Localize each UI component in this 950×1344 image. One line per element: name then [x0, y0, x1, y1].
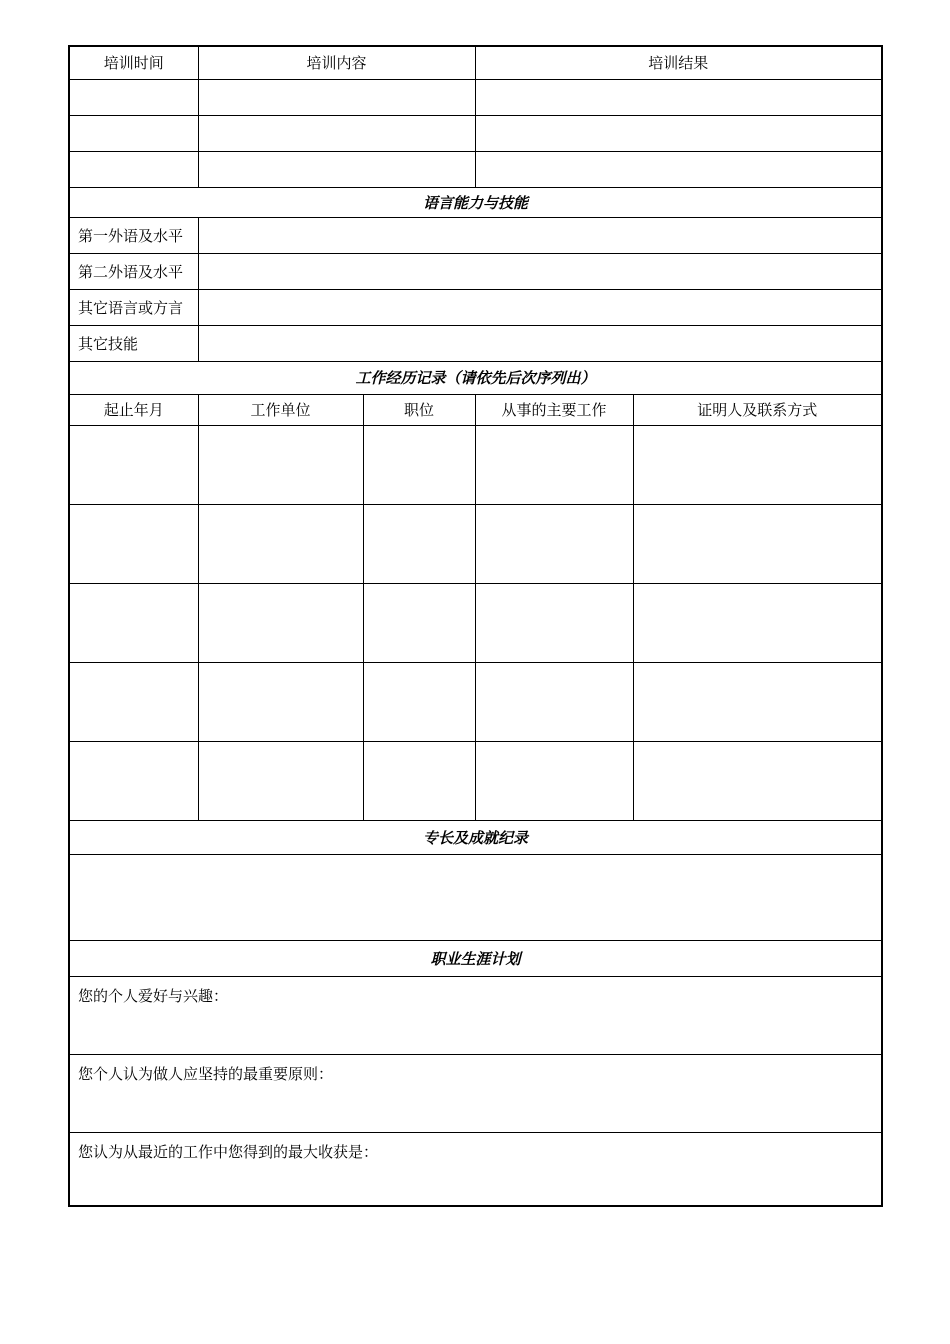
other-skills-field[interactable] — [198, 325, 882, 361]
work-duties-cell[interactable] — [475, 662, 633, 741]
work-period-header: 起止年月 — [69, 394, 198, 425]
work-period-cell[interactable] — [69, 741, 198, 820]
language-row — [69, 217, 882, 253]
training-content-header: 培训内容 — [198, 46, 475, 79]
work-period-cell[interactable] — [69, 425, 198, 504]
gains-question-label: 您认为从最近的工作中您得到的最大收获是： — [78, 1142, 379, 1161]
other-language-label: 其它语言或方言 — [69, 289, 198, 325]
work-employer-cell[interactable] — [198, 583, 363, 662]
language-row — [69, 253, 882, 289]
work-employer-cell[interactable] — [198, 425, 363, 504]
training-row — [69, 79, 882, 115]
training-content-cell[interactable] — [198, 79, 475, 115]
work-employer-header: 工作单位 — [198, 394, 363, 425]
training-time-cell[interactable] — [69, 151, 198, 187]
training-content-cell[interactable] — [198, 115, 475, 151]
work-reference-cell[interactable] — [633, 583, 882, 662]
work-duties-cell[interactable] — [475, 583, 633, 662]
specialty-content-row — [69, 854, 882, 940]
work-position-cell[interactable] — [363, 425, 475, 504]
career-question-row — [69, 976, 882, 1054]
work-position-cell[interactable] — [363, 504, 475, 583]
work-row — [69, 583, 882, 662]
work-position-cell[interactable] — [363, 662, 475, 741]
hobbies-question-field[interactable] — [69, 976, 882, 1054]
employee-form-table — [68, 45, 883, 1207]
language-section-title: 语言能力与技能 — [69, 187, 882, 217]
work-period-cell[interactable] — [69, 583, 198, 662]
work-duties-cell[interactable] — [475, 504, 633, 583]
first-language-label: 第一外语及水平 — [69, 217, 198, 253]
work-row — [69, 504, 882, 583]
other-skills-label: 其它技能 — [69, 325, 198, 361]
training-result-cell[interactable] — [475, 151, 882, 187]
career-question-row — [69, 1132, 882, 1206]
specialty-section-title: 专长及成就纪录 — [69, 820, 882, 854]
work-reference-cell[interactable] — [633, 741, 882, 820]
work-reference-cell[interactable] — [633, 425, 882, 504]
training-time-header: 培训时间 — [69, 46, 198, 79]
training-row — [69, 151, 882, 187]
training-time-cell[interactable] — [69, 115, 198, 151]
work-row — [69, 662, 882, 741]
first-language-field[interactable] — [198, 217, 882, 253]
work-reference-cell[interactable] — [633, 662, 882, 741]
work-duties-cell[interactable] — [475, 741, 633, 820]
training-content-cell[interactable] — [198, 151, 475, 187]
training-time-cell[interactable] — [69, 79, 198, 115]
gains-question-field[interactable] — [69, 1132, 882, 1206]
work-period-cell[interactable] — [69, 504, 198, 583]
work-section-title: 工作经历记录（请依先后次序列出） — [69, 361, 882, 394]
work-employer-cell[interactable] — [198, 741, 363, 820]
work-reference-header: 证明人及联系方式 — [633, 394, 882, 425]
work-row — [69, 741, 882, 820]
work-position-header: 职位 — [363, 394, 475, 425]
language-row — [69, 289, 882, 325]
work-reference-cell[interactable] — [633, 504, 882, 583]
language-section-row — [69, 187, 882, 217]
work-duties-header: 从事的主要工作 — [475, 394, 633, 425]
second-language-field[interactable] — [198, 253, 882, 289]
work-duties-cell[interactable] — [475, 425, 633, 504]
other-language-field[interactable] — [198, 289, 882, 325]
career-section-title: 职业生涯计划 — [69, 940, 882, 976]
principles-question-field[interactable] — [69, 1054, 882, 1132]
career-question-row — [69, 1054, 882, 1132]
training-result-cell[interactable] — [475, 115, 882, 151]
work-position-cell[interactable] — [363, 583, 475, 662]
hobbies-question-label: 您的个人爱好与兴趣： — [78, 986, 229, 1005]
principles-question-label: 您个人认为做人应坚持的最重要原则： — [78, 1064, 334, 1083]
career-section-row — [69, 940, 882, 976]
work-period-cell[interactable] — [69, 662, 198, 741]
specialty-content-field[interactable] — [69, 854, 882, 940]
training-result-cell[interactable] — [475, 79, 882, 115]
second-language-label: 第二外语及水平 — [69, 253, 198, 289]
training-result-header: 培训结果 — [475, 46, 882, 79]
work-header-row — [69, 394, 882, 425]
work-row — [69, 425, 882, 504]
work-employer-cell[interactable] — [198, 662, 363, 741]
training-header-row — [69, 46, 882, 79]
work-employer-cell[interactable] — [198, 504, 363, 583]
specialty-section-row — [69, 820, 882, 854]
language-row — [69, 325, 882, 361]
work-section-row — [69, 361, 882, 394]
training-row — [69, 115, 882, 151]
work-position-cell[interactable] — [363, 741, 475, 820]
